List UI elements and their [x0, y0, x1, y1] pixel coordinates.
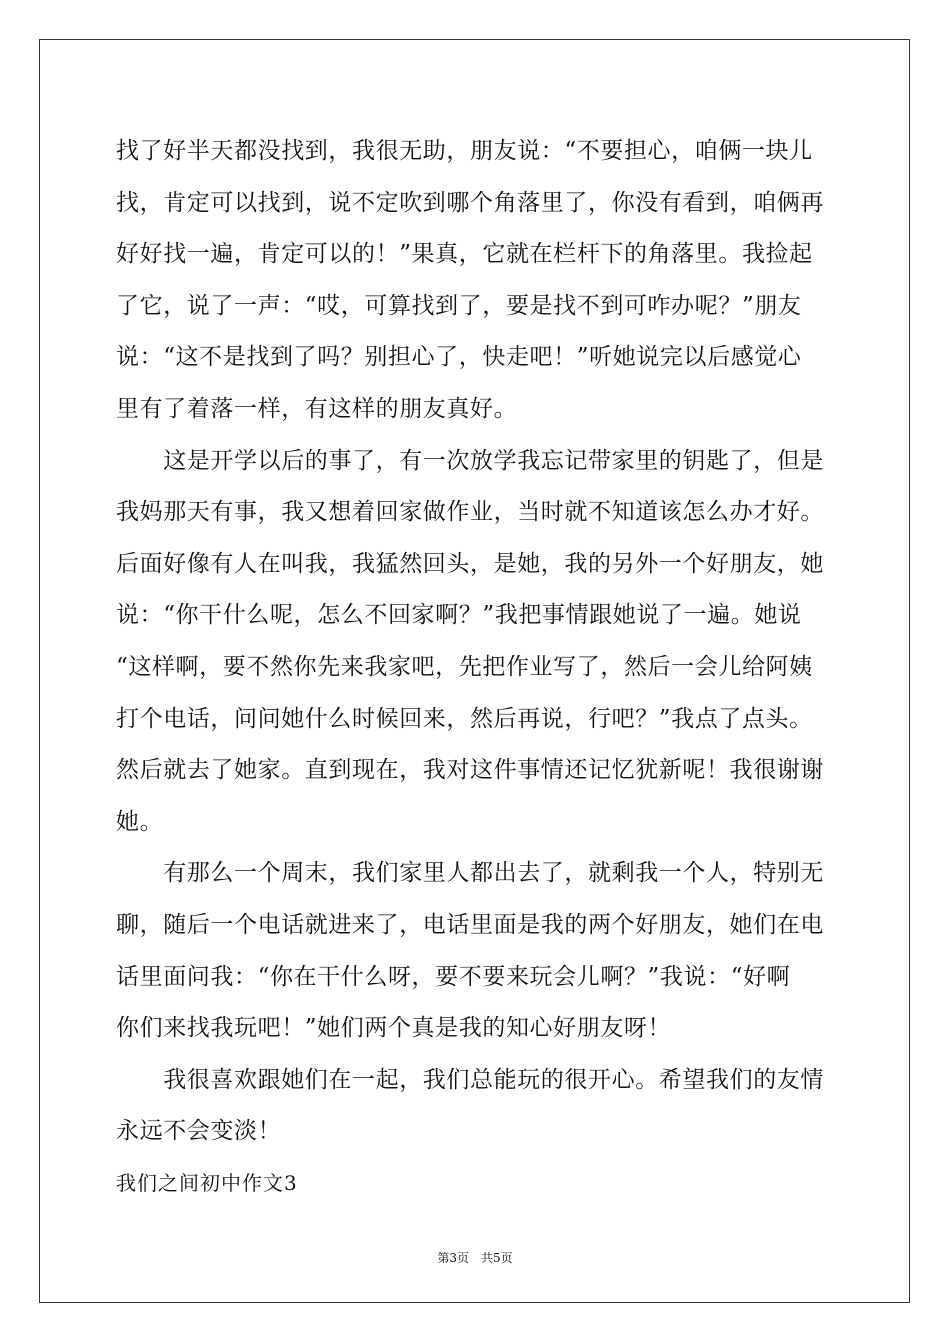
- text-line: 好好找一遍，肯定可以的！”果真，它就在栏杆下的角落里。我捡起: [116, 241, 813, 268]
- text-line: 她。: [116, 808, 164, 835]
- text-line: 找，肯定可以找到，说不定吹到哪个角落里了，你没有看到，咱俩再: [116, 189, 824, 216]
- text-line: 找了好半天都没找到，我很无助，朋友说：“不要担心，咱俩一块儿: [116, 138, 813, 164]
- text-line: 这是开学以后的事了，有一次放学我忘记带家里的钥匙了，但是: [116, 447, 824, 474]
- document-body: [116, 126, 834, 1209]
- page-number-footer: 第3页 共5页: [437, 1251, 513, 1265]
- text-line: 了它，说了一声：“哎，可算找到了，要是找不到可咋办呢？”朋友: [116, 292, 802, 319]
- section-heading: 我们之间初中作文3: [116, 1170, 298, 1195]
- text-line: 我很喜欢跟她们在一起，我们总能玩的很开心。希望我们的友情: [116, 1066, 824, 1093]
- text-line: 你们来找我玩吧！”她们两个真是我的知心好朋友呀！: [116, 1015, 672, 1042]
- text-line: 聊，随后一个电话就进来了，电话里面是我的两个好朋友，她们在电: [116, 911, 824, 938]
- text-line: 打个电话，问问她什么时候回来，然后再说，行吧？”我点了点头。: [116, 705, 813, 732]
- text-line: 然后就去了她家。直到现在，我对这件事情还记忆犹新呢！我很谢谢: [116, 757, 824, 784]
- text-line: “这样啊，要不然你先来我家吧，先把作业写了，然后一会儿给阿姨: [116, 653, 813, 680]
- text-line: 永远不会变淡！: [116, 1118, 282, 1145]
- text-line: 说：“这不是找到了吗？别担心了，快走吧！”听她说完以后感觉心: [116, 344, 802, 371]
- text-line: 里有了着落一样，有这样的朋友真好。: [116, 395, 518, 422]
- text-line: 后面好像有人在叫我，我猛然回头，是她，我的另外一个好朋友，她: [116, 550, 824, 577]
- text-line: 有那么一个周末，我们家里人都出去了，就剩我一个人，特别无: [116, 860, 824, 887]
- text-line: 我妈那天有事，我又想着回家做作业，当时就不知道该怎么办才好。: [116, 499, 824, 526]
- text-line: 说：“你干什么呢，怎么不回家啊？”我把事情跟她说了一遍。她说: [116, 602, 802, 629]
- text-line: 话里面问我：“你在干什么呀，要不要来玩会儿啊？”我说：“好啊: [116, 963, 791, 990]
